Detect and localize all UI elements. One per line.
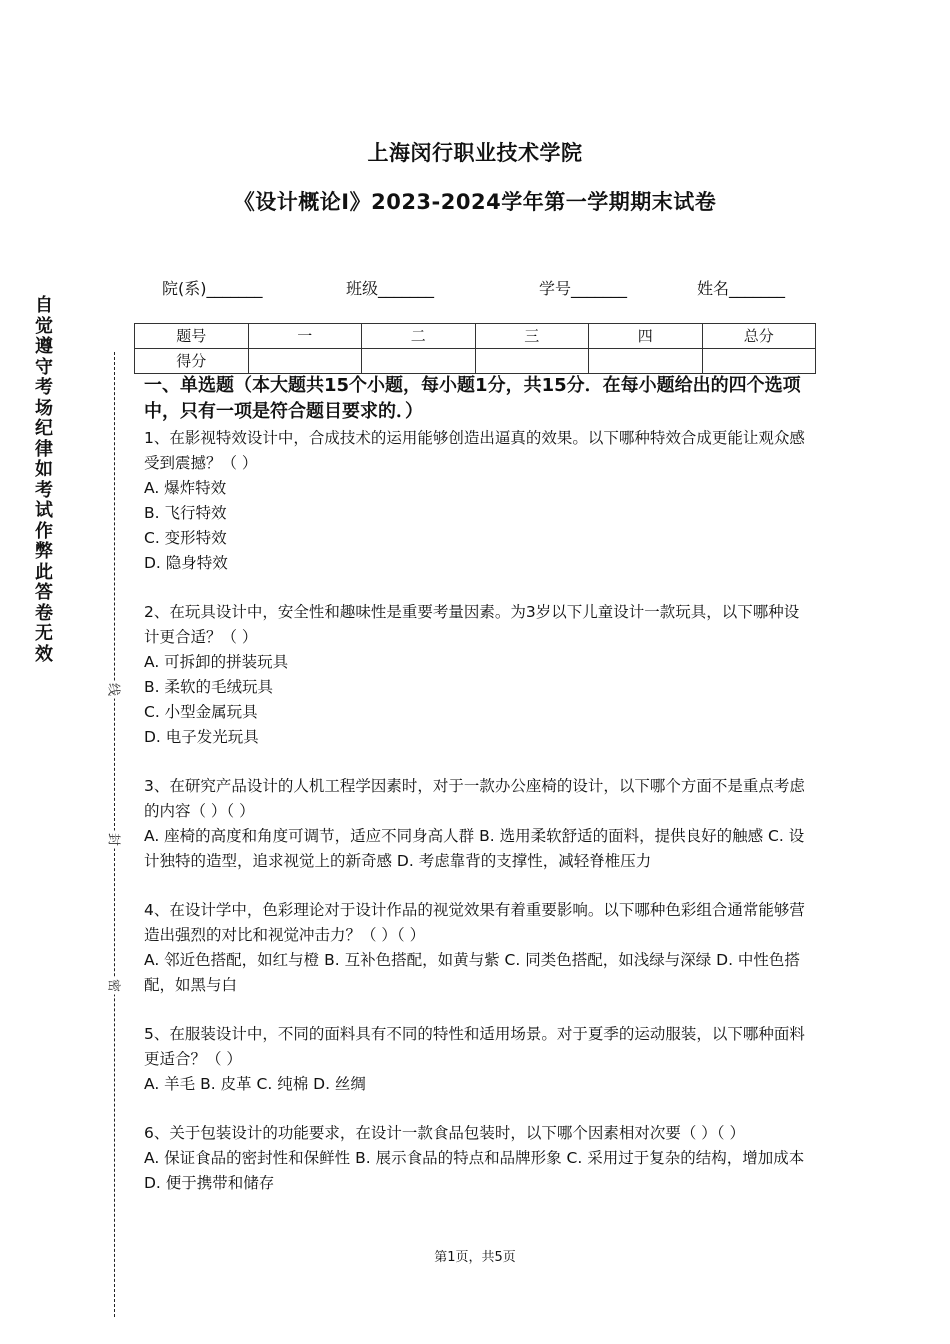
question-options: A. 邻近色搭配，如红与橙 B. 互补色搭配，如黄与紫 C. 同类色搭配，如浅绿与深绿 D. 中性色搭配，如黑与白: [144, 951, 800, 994]
binding-mark-secret: 密: [106, 977, 125, 995]
question-option: C. 变形特效: [144, 529, 227, 547]
question-option: C. 小型金属玩具: [144, 703, 258, 721]
question-stem: 6、关于包装设计的功能要求，在设计一款食品包装时，以下哪个因素相对次要（ ）（ ）: [144, 1124, 745, 1142]
exam-discipline-notice: 自觉遵守考场纪律如考试作弊此答卷无效: [35, 295, 53, 665]
score-cell: [248, 349, 362, 374]
score-header-cell: 三: [475, 324, 589, 349]
score-header-cell: 一: [248, 324, 362, 349]
question-options: A. 座椅的高度和角度可调节，适应不同身高人群 B. 选用柔软舒适的面料，提供良好的触感 C. 设计独特的造型，追求视觉上的新奇感 D. 考虑靠背的支撑性，减轻脊椎压力: [144, 827, 805, 870]
score-header-cell: 题号: [135, 324, 249, 349]
score-table-score-row: [135, 349, 816, 374]
score-cell: [589, 349, 703, 374]
score-cell: [702, 349, 816, 374]
score-table: [134, 323, 816, 374]
page-number: 第1页，共5页: [434, 1250, 516, 1265]
info-class: 班级_______: [346, 279, 435, 298]
question-4: [144, 898, 808, 998]
question-stem: 2、在玩具设计中，安全性和趣味性是重要考量因素。为3岁以下儿童设计一款玩具，以下哪种设计更合适？（ ）: [144, 603, 800, 646]
question-option: A. 爆炸特效: [144, 479, 227, 497]
info-department: 院(系)_______: [162, 279, 263, 298]
question-5: [144, 1022, 808, 1097]
question-stem: 4、在设计学中，色彩理论对于设计作品的视觉效果有着重要影响。以下哪种色彩组合通常能够营造出强烈的对比和视觉冲击力？（ ）（ ）: [144, 901, 805, 944]
binding-mark-seal: 封: [106, 831, 125, 849]
question-stem: 1、在影视特效设计中，合成技术的运用能够创造出逼真的效果。以下哪种特效合成更能让观众感受到震撼？（ ）: [144, 429, 805, 472]
question-option: D. 隐身特效: [144, 554, 228, 572]
info-student-id: 学号_______: [539, 279, 628, 298]
score-header-cell: 二: [362, 324, 476, 349]
question-2: [144, 600, 808, 750]
question-option: D. 电子发光玩具: [144, 728, 259, 746]
score-cell: [475, 349, 589, 374]
question-options: A. 羊毛 B. 皮革 C. 纯棉 D. 丝绸: [144, 1075, 366, 1093]
question-stem: 3、在研究产品设计的人机工程学因素时，对于一款办公座椅的设计，以下哪个方面不是重点考虑的内容（ ）（ ）: [144, 777, 805, 820]
score-header-cell: 总分: [702, 324, 816, 349]
score-header-cell: 四: [589, 324, 703, 349]
question-1: [144, 426, 808, 576]
score-cell: [362, 349, 476, 374]
section-heading: 一、单选题（本大题共15个小题，每小题1分，共15分．在每小题给出的四个选项中，只有一项是符合题目要求的．）: [144, 375, 801, 422]
score-table-header-row: [135, 324, 816, 349]
question-options: A. 保证食品的密封性和保鲜性 B. 展示食品的特点和品牌形象 C. 采用过于复杂的结构，增加成本 D. 便于携带和储存: [144, 1149, 805, 1192]
question-option: B. 飞行特效: [144, 504, 227, 522]
question-content: [144, 373, 808, 1196]
school-name: 上海闵行职业技术学院: [367, 141, 583, 165]
question-option: A. 可拆卸的拼装玩具: [144, 653, 289, 671]
question-3: [144, 774, 808, 874]
question-6: [144, 1121, 808, 1196]
question-option: B. 柔软的毛绒玩具: [144, 678, 273, 696]
info-name: 姓名_______: [697, 279, 786, 298]
exam-title: 《设计概论Ⅰ》2023-2024学年第一学期期末试卷: [233, 190, 717, 214]
question-stem: 5、在服装设计中，不同的面料具有不同的特性和适用场景。对于夏季的运动服装，以下哪种面料更适合？（ ）: [144, 1025, 805, 1068]
score-row-label: 得分: [135, 349, 249, 374]
binding-mark-line: 线: [106, 681, 125, 699]
